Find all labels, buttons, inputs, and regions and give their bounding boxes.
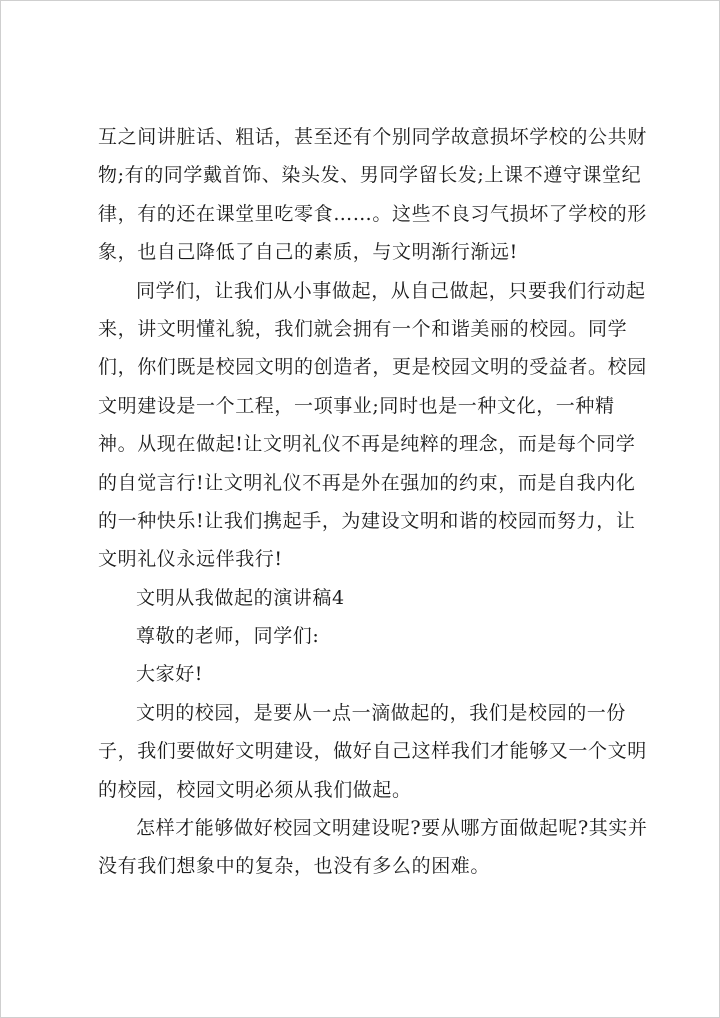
section-title: 文明从我做起的演讲稿4 xyxy=(136,586,345,609)
text-line: 没有我们想象中的复杂，也没有多么的困难。 xyxy=(98,855,491,878)
text-line: 子，我们要做好文明建设，做好自己这样我们才能够又一个文明 xyxy=(98,740,647,763)
text-line: 物;有的同学戴首饰、染头发、男同学留长发;上课不遵守课堂纪 xyxy=(98,164,642,187)
text-line: 们，你们既是校园文明的创造者，更是校园文明的受益者。校园 xyxy=(98,356,647,379)
text-line: 律，有的还在课堂里吃零食……。这些不良习气损坏了学校的形 xyxy=(98,202,647,225)
paragraph-start-line: 文明的校园，是要从一点一滴做起的，我们是校园的一份 xyxy=(136,701,627,724)
text-line: 文明建设是一个工程，一项事业;同时也是一种文化，一种精 xyxy=(98,394,615,417)
salutation: 尊敬的老师，同学们: xyxy=(136,625,320,648)
greeting: 大家好! xyxy=(136,663,204,686)
text-line: 神。从现在做起!让文明礼仪不再是纯粹的理念，而是每个同学 xyxy=(98,433,636,456)
paragraph-start-line: 同学们，让我们从小事做起，从自己做起，只要我们行动起 xyxy=(136,279,646,302)
text-line: 互之间讲脏话、粗话，甚至还有个别同学故意损坏学校的公共财 xyxy=(98,126,647,148)
text-line: 的校园，校园文明必须从我们做起。 xyxy=(98,778,412,801)
paragraph-start-line: 怎样才能够做好校园文明建设呢?要从哪方面做起呢?其实并 xyxy=(136,817,648,840)
text-line: 的一种快乐!让我们携起手，为建设文明和谐的校园而努力，让 xyxy=(98,509,636,532)
text-line: 来，讲文明懂礼貌，我们就会拥有一个和谐美丽的校园。同学 xyxy=(98,317,628,340)
document-body xyxy=(98,122,648,890)
text-line: 象，也自己降低了自己的素质，与文明渐行渐远! xyxy=(98,241,518,264)
text-line: 的自觉言行!让文明礼仪不再是外在强加的约束，而是自我内化 xyxy=(98,471,636,494)
text-line: 文明礼仪永远伴我行! xyxy=(98,548,283,571)
